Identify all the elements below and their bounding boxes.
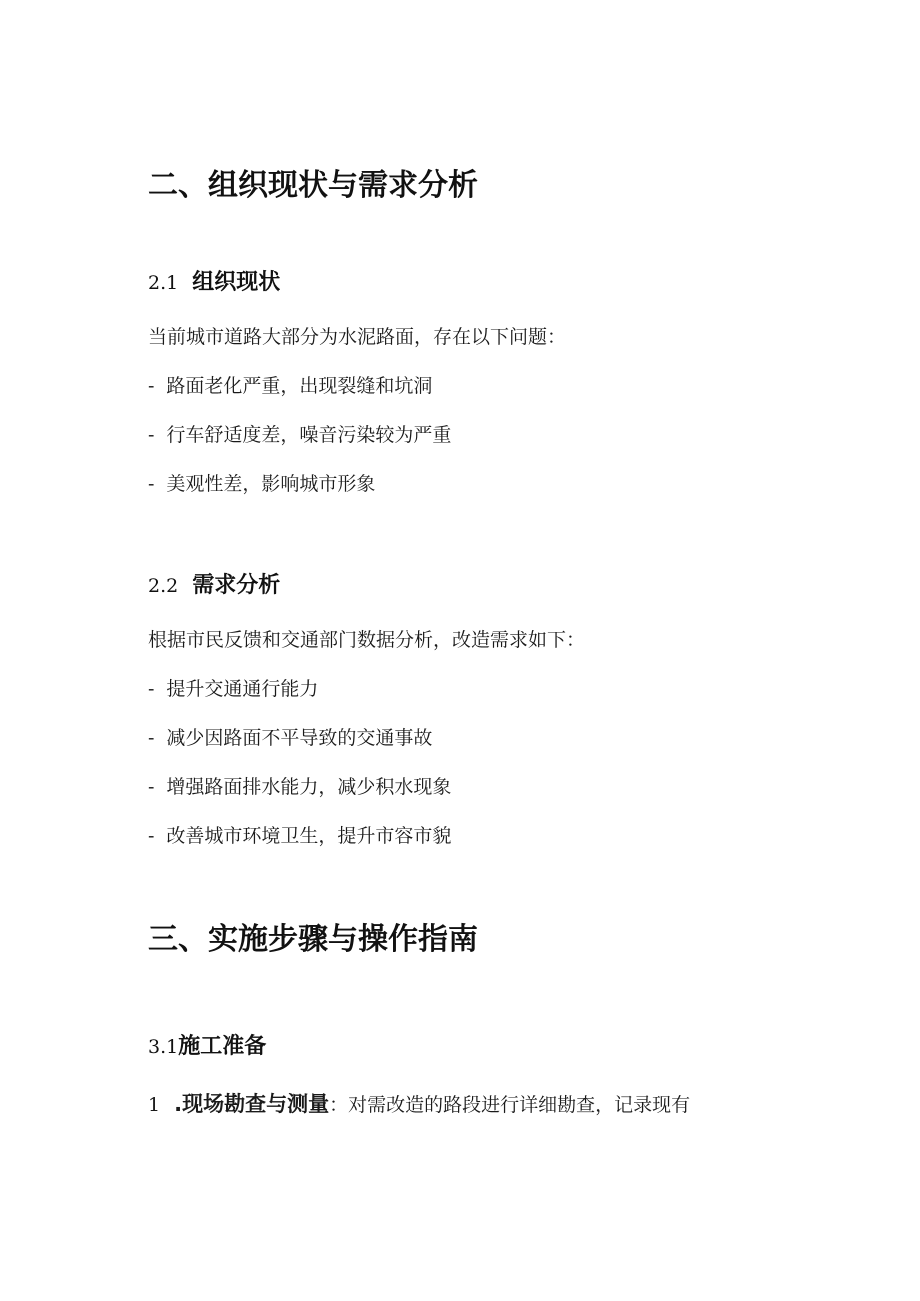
list-item: - 行车舒适度差，噪音污染较为严重 — [148, 424, 452, 446]
subsection-3-1-heading — [148, 1032, 266, 1062]
list-marker: - — [148, 678, 155, 700]
subsection-title: 需求分析 — [192, 573, 281, 598]
section-2-heading: 二、组织现状与需求分析 — [148, 168, 478, 203]
subsection-number: 3.1 — [148, 1036, 179, 1058]
subsection-title: 组织现状 — [192, 270, 281, 295]
list-marker: - — [148, 424, 155, 446]
section-3-heading: 三、实施步骤与操作指南 — [148, 922, 478, 957]
subsection-number: 2.1 — [148, 272, 179, 294]
list-marker: - — [148, 727, 155, 749]
list-item: - 提升交通通行能力 — [148, 678, 319, 700]
subsection-2-1-heading — [148, 268, 280, 298]
step-item — [148, 1089, 690, 1120]
list-marker: - — [148, 473, 155, 495]
step-number: 1 — [148, 1094, 161, 1116]
list-marker: - — [148, 776, 155, 798]
step-title: .现场勘查与测量 — [174, 1092, 330, 1116]
step-text: ：对需改造的路段进行详细勘查，记录现有 — [329, 1094, 691, 1116]
subsection-2-2-heading — [148, 571, 280, 601]
list-marker: - — [148, 825, 155, 847]
list-item: - 改善城市环境卫生，提升市容市貌 — [148, 825, 452, 847]
paragraph-needs: 根据市民反馈和交通部门数据分析，改造需求如下： — [148, 629, 586, 651]
list-item: - 路面老化严重，出现裂缝和坑洞 — [148, 375, 433, 397]
list-item: - 美观性差，影响城市形象 — [148, 473, 376, 495]
subsection-number: 2.2 — [148, 575, 179, 597]
subsection-title: 施工准备 — [178, 1034, 267, 1059]
list-item: - 增强路面排水能力，减少积水现象 — [148, 776, 452, 798]
list-marker: - — [148, 375, 155, 397]
list-item: - 减少因路面不平导致的交通事故 — [148, 727, 433, 749]
paragraph-current-state: 当前城市道路大部分为水泥路面，存在以下问题： — [148, 326, 567, 348]
